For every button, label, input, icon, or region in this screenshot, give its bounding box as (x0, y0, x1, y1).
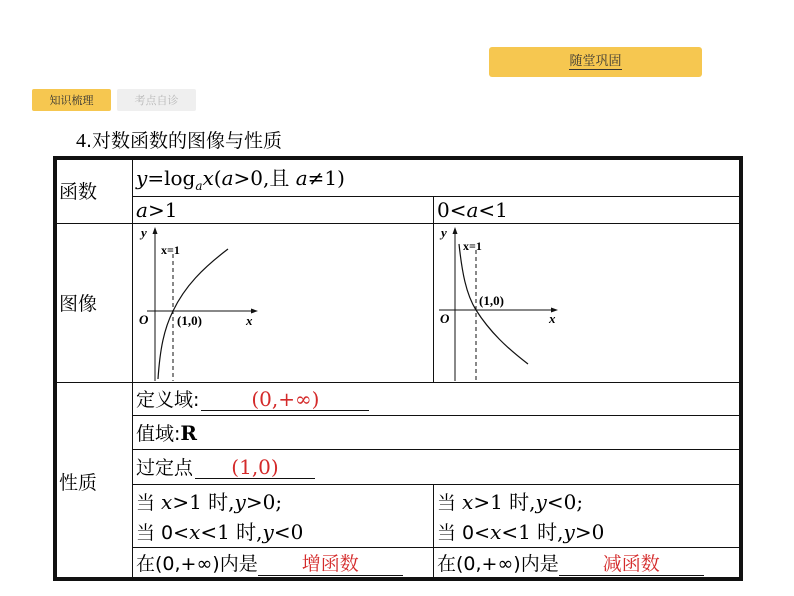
review-button[interactable] (489, 47, 702, 77)
case1-a: a (136, 198, 148, 222)
expr-y: y (136, 166, 148, 190)
fixed-point-label: 过定点 (136, 457, 194, 479)
section-title (76, 126, 282, 153)
sign1-x: x (189, 520, 201, 544)
y-axis-label: y (141, 225, 147, 240)
grid-line (57, 382, 739, 383)
sign2-mid: >1 时, (473, 490, 536, 514)
grid-line (132, 547, 739, 548)
sign1-pre: 当 0< (136, 522, 190, 544)
origin-label: O (139, 312, 149, 327)
mono2-answer: 减函数 (559, 553, 704, 576)
mono2-prefix: 在(0,+∞)内是 (437, 553, 559, 575)
fixed-point-row (136, 455, 315, 480)
domain-answer: (0,+∞) (201, 388, 369, 411)
grid-line (132, 449, 739, 450)
grid-line (433, 484, 434, 577)
sign2-pre: 当 0< (437, 522, 491, 544)
sign2-pre: 当 (437, 492, 463, 514)
x-axis-label: x (246, 313, 253, 328)
origin-label: O (440, 311, 450, 326)
case2-cond: <1 (478, 198, 508, 222)
sign-case2-line2 (437, 520, 604, 545)
section-number: 4 (76, 130, 86, 152)
sign1-y: y (262, 520, 274, 544)
range-value: R (180, 421, 198, 445)
case1-cond: >1 (147, 198, 178, 222)
fixed-point-answer: (1,0) (195, 456, 315, 479)
case-a-greater-1 (136, 198, 177, 222)
point-label: (1,0) (479, 293, 504, 308)
tab-knowledge-label: 知识梳理 (49, 94, 94, 107)
expr-paren: ( (213, 166, 222, 190)
range-label: 值域: (136, 423, 181, 445)
case2-pre: 0< (437, 198, 467, 222)
monotonic-case1 (136, 551, 403, 576)
tab-self-test-label: 考点自诊 (134, 94, 179, 107)
log-function-table (53, 156, 743, 581)
y-axis-label: y (441, 225, 447, 240)
sign1-pre: 当 (136, 492, 162, 514)
sign-case1-line2 (136, 520, 303, 545)
section-title-text: .对数函数的图像与性质 (86, 130, 283, 152)
sign-case1-line1 (136, 490, 282, 515)
expr-base: a (195, 179, 203, 193)
expr-a: a (221, 166, 234, 190)
x-axis-label: x (549, 311, 556, 326)
sign2-x: x (462, 490, 474, 514)
sign2-mid: <1 时, (501, 520, 564, 544)
graph-decreasing (435, 224, 565, 382)
expr-x: x (202, 166, 214, 190)
sign2-y: y (563, 520, 575, 544)
sign1-end: <0 (273, 520, 304, 544)
sign1-end: >0; (245, 490, 283, 514)
sign1-mid: <1 时, (200, 520, 263, 544)
case2-a: a (466, 198, 479, 222)
row-header-graph: 图像 (59, 293, 98, 315)
vline-label: x=1 (161, 243, 180, 257)
tab-self-test[interactable] (117, 89, 196, 111)
sign2-y: y (535, 490, 547, 514)
monotonic-case2 (437, 551, 704, 576)
grid-line (132, 484, 739, 485)
sign1-x: x (161, 490, 173, 514)
expr-a: a (295, 166, 308, 190)
sign1-y: y (234, 490, 246, 514)
expr-neq: ≠1) (307, 166, 345, 190)
sign2-end: <0; (546, 490, 584, 514)
y-axis-arrow (153, 227, 158, 234)
range-row (136, 421, 197, 446)
domain-row (136, 387, 369, 412)
y-axis-arrow (453, 227, 458, 234)
graph-increasing (133, 224, 263, 382)
mono1-answer: 增函数 (258, 553, 403, 576)
domain-label: 定义域: (136, 389, 200, 411)
function-expression (136, 166, 345, 198)
case-a-between-0-1 (437, 198, 508, 222)
mono1-prefix: 在(0,+∞)内是 (136, 553, 258, 575)
row-header-function: 函数 (59, 181, 98, 203)
grid-line (132, 415, 739, 416)
sign-case2-line1 (437, 490, 583, 515)
review-button-label: 随堂巩固 (569, 54, 622, 69)
point-label: (1,0) (177, 313, 202, 328)
expr-log: =log (147, 166, 196, 190)
row-header-property: 性质 (59, 472, 98, 494)
expr-cond: >0,且 (233, 166, 296, 190)
sign2-x: x (490, 520, 502, 544)
vline-label: x=1 (463, 239, 482, 253)
sign1-mid: >1 时, (172, 490, 235, 514)
tab-knowledge[interactable] (32, 89, 111, 111)
sign2-end: >0 (574, 520, 605, 544)
